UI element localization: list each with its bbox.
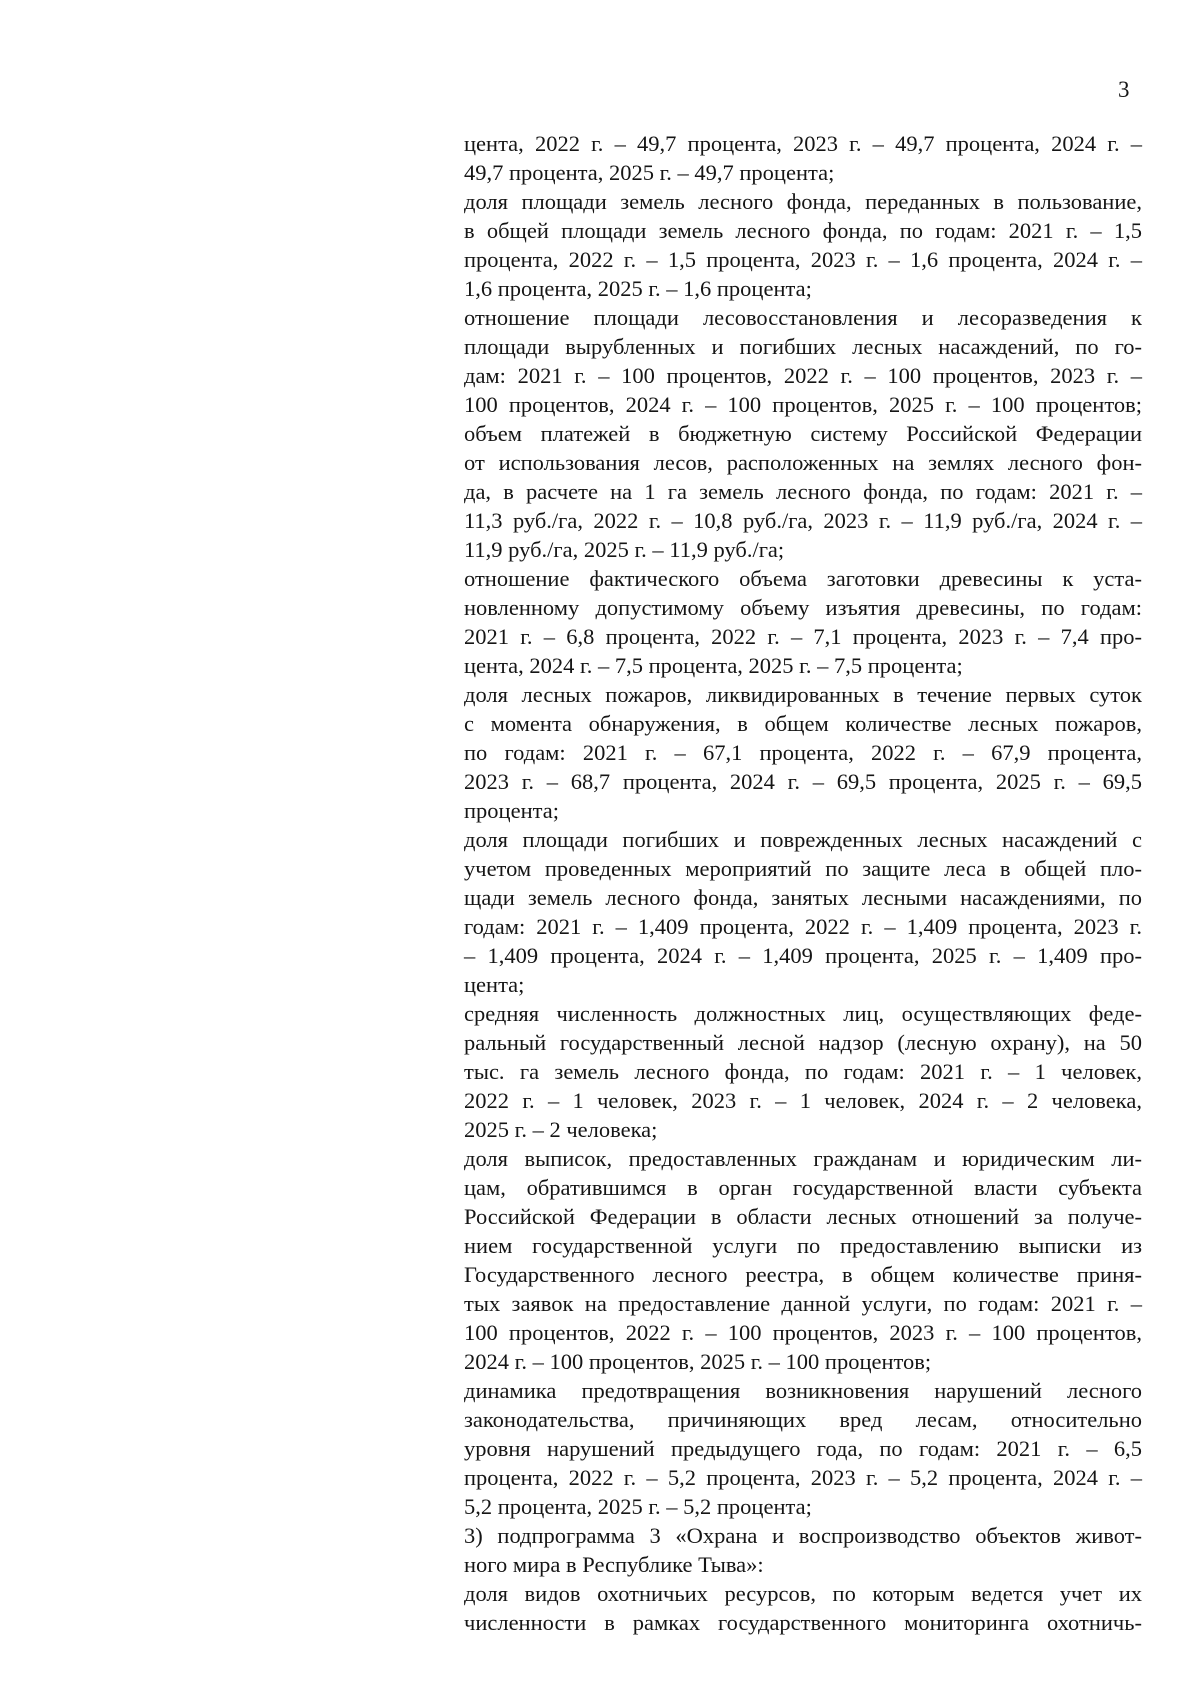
text-line: ного мира в Республике Тыва»: — [464, 1552, 764, 1577]
text-line: доля выписок, предоставленных гражданам и юридическим ли- — [464, 1146, 1142, 1171]
text-line: процента, 2022 г. – 5,2 процента, 2023 г. – 5,2 процента, 2024 г. – — [464, 1465, 1142, 1490]
text-line: да, в расчете на 1 га земель лесного фонда, по годам: 2021 г. – — [464, 479, 1142, 504]
text-line: доля площади погибших и поврежденных лесных насаждений с — [464, 827, 1142, 852]
text-line: цента, 2024 г. – 7,5 процента, 2025 г. – 7,5 процента; — [464, 653, 963, 678]
text-line: тыс. га земель лесного фонда, по годам: 2021 г. – 1 человек, — [464, 1059, 1142, 1084]
text-line: по годам: 2021 г. – 67,1 процента, 2022 г. – 67,9 процента, — [464, 740, 1142, 765]
text-line: ральный государственный лесной надзор (лесную охрану), на 50 — [464, 1030, 1142, 1055]
text-line: в общей площади земель лесного фонда, по годам: 2021 г. – 1,5 — [464, 218, 1142, 243]
text-line: отношение площади лесовосстановления и лесоразведения к — [464, 305, 1142, 330]
text-line: 2022 г. – 1 человек, 2023 г. – 1 человек, 2024 г. – 2 человека, — [464, 1088, 1142, 1113]
text-line: уровня нарушений предыдущего года, по годам: 2021 г. – 6,5 — [464, 1436, 1142, 1461]
text-line: новленному допустимому объему изъятия древесины, по годам: — [464, 595, 1142, 620]
text-line: 100 процентов, 2022 г. – 100 процентов, 2023 г. – 100 процентов, — [464, 1320, 1142, 1345]
text-line: площади вырубленных и погибших лесных насаждений, по го- — [464, 334, 1142, 359]
text-line: тых заявок на предоставление данной услуги, по годам: 2021 г. – — [464, 1291, 1142, 1316]
page-number: 3 — [1118, 77, 1130, 102]
text-line: процента, 2022 г. – 1,5 процента, 2023 г. – 1,6 процента, 2024 г. – — [464, 247, 1142, 272]
text-line: динамика предотвращения возникновения нарушений лесного — [464, 1378, 1142, 1403]
text-line: 11,9 руб./га, 2025 г. – 11,9 руб./га; — [464, 537, 785, 562]
text-line: щади земель лесного фонда, занятых лесными насаждениями, по — [464, 885, 1142, 910]
text-line: средняя численность должностных лиц, осуществляющих феде- — [464, 1001, 1142, 1026]
text-line: годам: 2021 г. – 1,409 процента, 2022 г. – 1,409 процента, 2023 г. — [464, 914, 1142, 939]
text-line: численности в рамках государственного мониторинга охотничь- — [464, 1610, 1142, 1635]
text-line: доля площади земель лесного фонда, переданных в пользование, — [464, 189, 1142, 214]
text-line: законодательства, причиняющих вред лесам, относительно — [464, 1407, 1142, 1432]
text-line: доля видов охотничьих ресурсов, по которым ведется учет их — [464, 1581, 1142, 1606]
text-line: нием государственной услуги по предоставлению выписки из — [464, 1233, 1142, 1258]
text-line: с момента обнаружения, в общем количестве лесных пожаров, — [464, 711, 1142, 736]
text-line: доля лесных пожаров, ликвидированных в течение первых суток — [464, 682, 1142, 707]
text-line: процента; — [464, 798, 559, 823]
text-line: цента, 2022 г. – 49,7 процента, 2023 г. – 49,7 процента, 2024 г. – — [464, 131, 1142, 156]
text-line: цента; — [464, 972, 525, 997]
text-line: 2021 г. – 6,8 процента, 2022 г. – 7,1 процента, 2023 г. – 7,4 про- — [464, 624, 1142, 649]
text-line: 2024 г. – 100 процентов, 2025 г. – 100 процентов; — [464, 1349, 932, 1374]
text-line: – 1,409 процента, 2024 г. – 1,409 процента, 2025 г. – 1,409 про- — [464, 943, 1142, 968]
text-line: 11,3 руб./га, 2022 г. – 10,8 руб./га, 2023 г. – 11,9 руб./га, 2024 г. – — [464, 508, 1142, 533]
text-line: 3) подпрограмма 3 «Охрана и воспроизводство объектов живот- — [464, 1523, 1142, 1548]
text-line: 49,7 процента, 2025 г. – 49,7 процента; — [464, 160, 835, 185]
text-line: объем платежей в бюджетную систему Российской Федерации — [464, 421, 1142, 446]
text-line: отношение фактического объема заготовки древесины к уста- — [464, 566, 1142, 591]
text-line: дам: 2021 г. – 100 процентов, 2022 г. – 100 процентов, 2023 г. – — [464, 363, 1142, 388]
text-line: цам, обратившимся в орган государственной власти субъекта — [464, 1175, 1142, 1200]
text-line: от использования лесов, расположенных на землях лесного фон- — [464, 450, 1142, 475]
text-line: 1,6 процента, 2025 г. – 1,6 процента; — [464, 276, 812, 301]
text-line: 100 процентов, 2024 г. – 100 процентов, 2025 г. – 100 процентов; — [464, 392, 1142, 417]
text-line: Российской Федерации в области лесных отношений за получе- — [464, 1204, 1142, 1229]
text-line: Государственного лесного реестра, в общем количестве приня- — [464, 1262, 1142, 1287]
text-line: учетом проведенных мероприятий по защите леса в общей пло- — [464, 856, 1142, 881]
text-line: 2023 г. – 68,7 процента, 2024 г. – 69,5 процента, 2025 г. – 69,5 — [464, 769, 1142, 794]
text-line: 5,2 процента, 2025 г. – 5,2 процента; — [464, 1494, 812, 1519]
document-body-text — [464, 129, 1142, 1637]
text-line: 2025 г. – 2 человека; — [464, 1117, 658, 1142]
